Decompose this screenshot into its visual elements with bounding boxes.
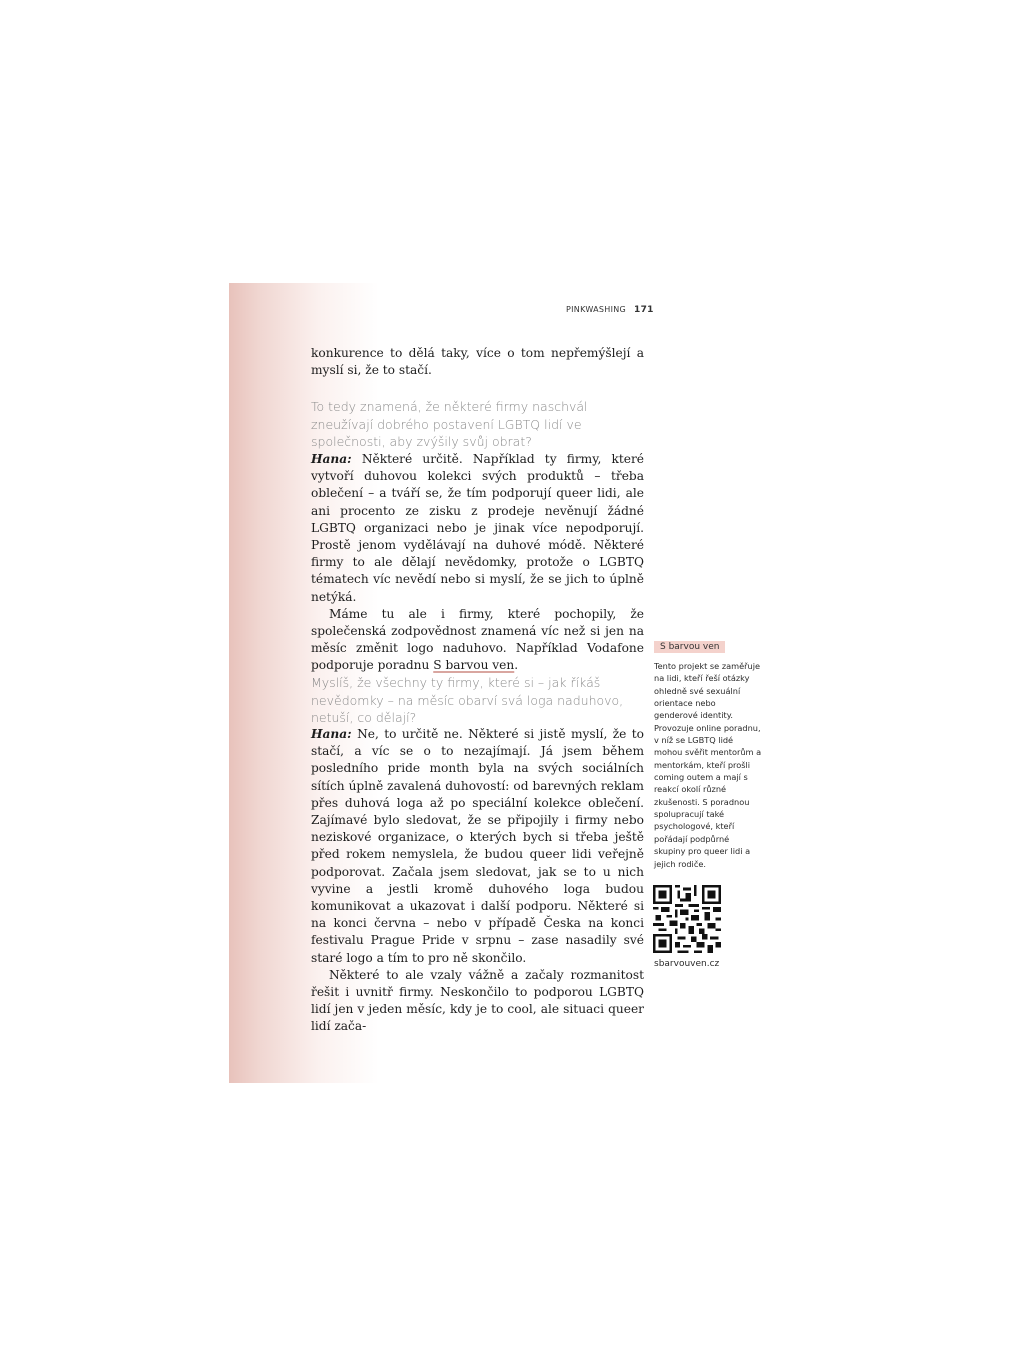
sidebar-reference-link[interactable]: S barvou ven <box>433 658 515 673</box>
sidebar-tag: S barvou ven <box>654 641 725 653</box>
interview-question: To tedy znamená, že některé firmy naschvál zneužívají dobrého postavení LGBTQ lidí ve společnosti, aby zvýšily svůj obrat? <box>311 399 588 449</box>
answer-paragraph-4: Některé to ale vzaly vážně a začaly rozmanitost řešit i uvnitř firmy. Neskončilo to podporou LGBTQ lidí jen v jeden měsíc, kdy je to cool, ale situaci queer lidí zača- <box>311 967 644 1034</box>
answer-text-2: Máme tu ale i firmy, které pochopily, že společenská zodpovědnost znamená víc než si jen na měsíc změnit logo naduhovo. Například Vodafone podporuje poradnu <box>311 606 644 673</box>
body-paragraph <box>311 345 644 379</box>
interview-answer-2 <box>311 726 644 1036</box>
answer-paragraph-3 <box>311 726 644 967</box>
answer-end: . <box>514 658 519 673</box>
answer-text-3: Ne, to určitě ne. Některé si jistě myslí, že to stačí, a víc se o to nezajímají. Já jsem během posledního pride month byla na svých sociálních sítích úplně zavalená duhovostí: od barevných reklam přes duhová loga až po speciální kolekce oblečení. Zajímavé bylo sledovat, že se připojily i firmy nebo neziskové organizace, o kterých bych si třeba ještě před rokem nemyslela, že budou queer lidi veřejně podporovat. Začala jsem sledovat, jak se to u nich vyvine a jestli kromě duhového loga budou komunikovat a ukazovat i další podporu. Některé si na konci června – nebo v případě Česka na konci festivalu Prague Pride v srpnu – zase nasadily své staré logo a tím to pro ně skončilo. <box>311 727 644 965</box>
interview-question-2: Myslíš, že všechny ty firmy, které si – jak říkáš nevědomky – na měsíc obarví svá loga naduhovo, netuší, co dělají? <box>311 675 624 725</box>
answer-paragraph <box>311 451 644 606</box>
website-url[interactable]: sbarvouven.cz <box>654 959 720 969</box>
answer-paragraph-2 <box>311 606 644 675</box>
section-title: PINKWASHING <box>566 305 627 314</box>
speaker-name-2: Hana: <box>311 727 352 741</box>
page-number: 171 <box>634 305 654 315</box>
paragraph-continuation: konkurence to dělá taky, více o tom nepřemýšlejí a myslí si, že to stačí. <box>311 346 644 378</box>
sidebar-description: Tento projekt se zaměřuje na lidi, kteří řeší otázky ohledně své sexuální orientace nebo genderové identity. Provozuje online poradnu, v níž se LGBTQ lidé mohou svěřit mentorům a mentorkám, kteří prošli coming outem a mají s reakcí okolí různé zkušenosti. S poradnou spolupracují také psychologové, kteří pořádají podpůrné skupiny pro queer lidi a jejich rodiče. <box>654 661 762 869</box>
interview-answer <box>311 451 644 675</box>
speaker-name: Hana: <box>311 452 352 466</box>
answer-text: Některé určitě. Například ty firmy, které vytvoří duhovou kolekci svých produktů – třeba oblečení – a tváří se, že tím podporují queer lidi, ale ani procento ze zisku z prodeje nevěnují žádné LGBTQ organizaci nebo je jinak více nepodporují. Prostě jenom vydělávají na duhové módě. Některé firmy to ale dělají nevědomky, protože o LGBTQ tématech víc nevědí nebo si myslí, že se jich to úplně netýká. <box>311 452 645 604</box>
qr-code-icon[interactable] <box>653 885 721 953</box>
running-head <box>566 305 654 315</box>
